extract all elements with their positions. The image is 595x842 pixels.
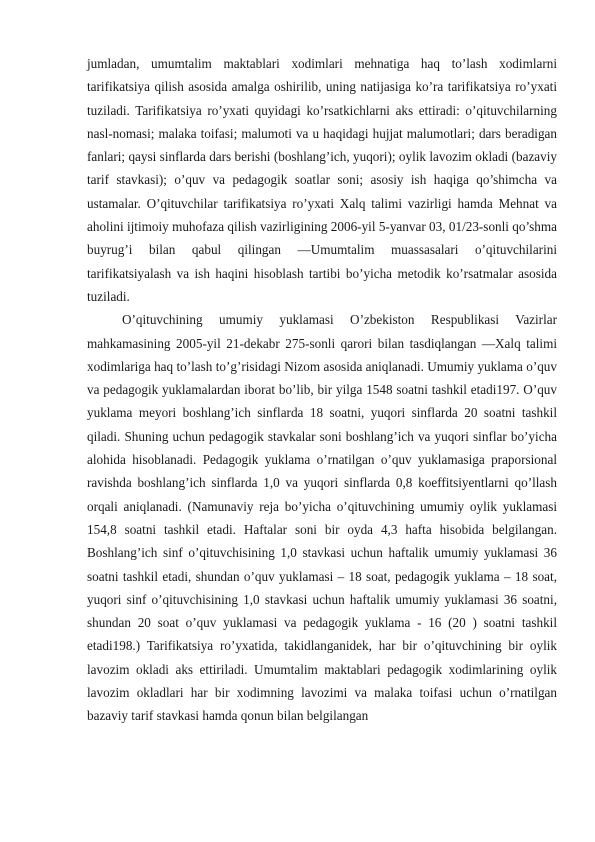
paragraph-2: O’qituvchining umumiy yuklamasi O’zbekiston Respublikasi Vazirlar mahkamasining 2005-yil 21-dekabr 275-sonli qarori bilan tasdiqlangan ―Xalq talimi xodimlariga haq to’lash to’g’risidagi Nizom asosida aniqlanadi. Umumiy yuklama o’quv va pedagogik yuklamalardan iborat bo’lib, bir yilga 1548 soatni tashkil etadi197. O’quv yuklama meyori boshlang’ich sinflarda 18 soatni, yuqori sinflarda 20 soatni tashkil qiladi. Shuning uchun pedagogik stavkalar soni boshlang’ich va yuqori sinflar bo’yicha alohida hisoblanadi. Pedagogik yuklama o’rnatilgan o’quv yuklamasiga praporsional ravishda boshlang’ich sinflarda 1,0 va yuqori sinflarda 0,8 koeffitsiyentlarni qo’llash orqali aniqlanadi. (Namunaviy reja bo’yicha o’qituvchining umumiy oylik yuklamasi 154,8 soatni tashkil etadi. Haftalar soni bir oyda 4,3 hafta hisobida belgilangan. Boshlang’ich sinf o’qituvchisining 1,0 stavkasi uchun haftalik umumiy yuklamasi 36 soatni tashkil etadi, shundan o’quv yuklamasi – 18 soat, pedagogik yuklama – 18 soat, yuqori sinf o’qituvchisining 1,0 stavkasi uchun haftalik umumiy yuklamasi 36 soatni, shundan 20 soat o’quv yuklamasi va pedagogik yuklama - 16 (20 ) soatni tashkil etadi198.) Tarifikatsiya ro’yxatida, takidlanganidek, har bir o’qituvchining bir oylik lavozim okladi aks ettiriladi. Umumtalim maktablari pedagogik xodimlarining oylik lavozim okladlari har bir xodimning lavozimi va malaka toifasi uchun o’rnatilgan bazaviy tarif stavkasi hamda qonun bilan belgilangan [87, 312, 557, 724]
document-body [87, 52, 557, 728]
paragraph-1: jumladan, umumtalim maktablari xodimlari mehnatiga haq to’lash xodimlarni tarifikatsiya qilish asosida amalga oshirilib, uning natijasiga ko’ra tarifikatsiya ro’yxati tuziladi. Tarifikatsiya ro’yxati quyidagi ko’rsatkichlarni aks ettiradi: o’qituvchilarning nasl-nomasi; malaka toifasi; malumoti va u haqidagi hujjat malumotlari; dars beradigan fanlari; qaysi sinflarda dars berishi (boshlang’ich, yuqori); oylik lavozim okladi (bazaviy tarif stavkasi); o’quv va pedagogik soatlar soni; asosiy ish haqiga qo’shimcha va ustamalar. O’qituvchilar tarifikatsiya ro’yxati Xalq talimi vazirligi hamda Mehnat va aholini ijtimoiy muhofaza qilish vazirligining 2006-yil 5-yanvar 03, 01/23-sonli qo’shma buyrug’i bilan qabul qilingan ―Umumtalim muassasalari o’qituvchilarini tarifikatsiyalash va ish haqini hisoblash tartibi bo’yicha metodik ko’rsatmalar asosida tuziladi. [87, 56, 557, 304]
